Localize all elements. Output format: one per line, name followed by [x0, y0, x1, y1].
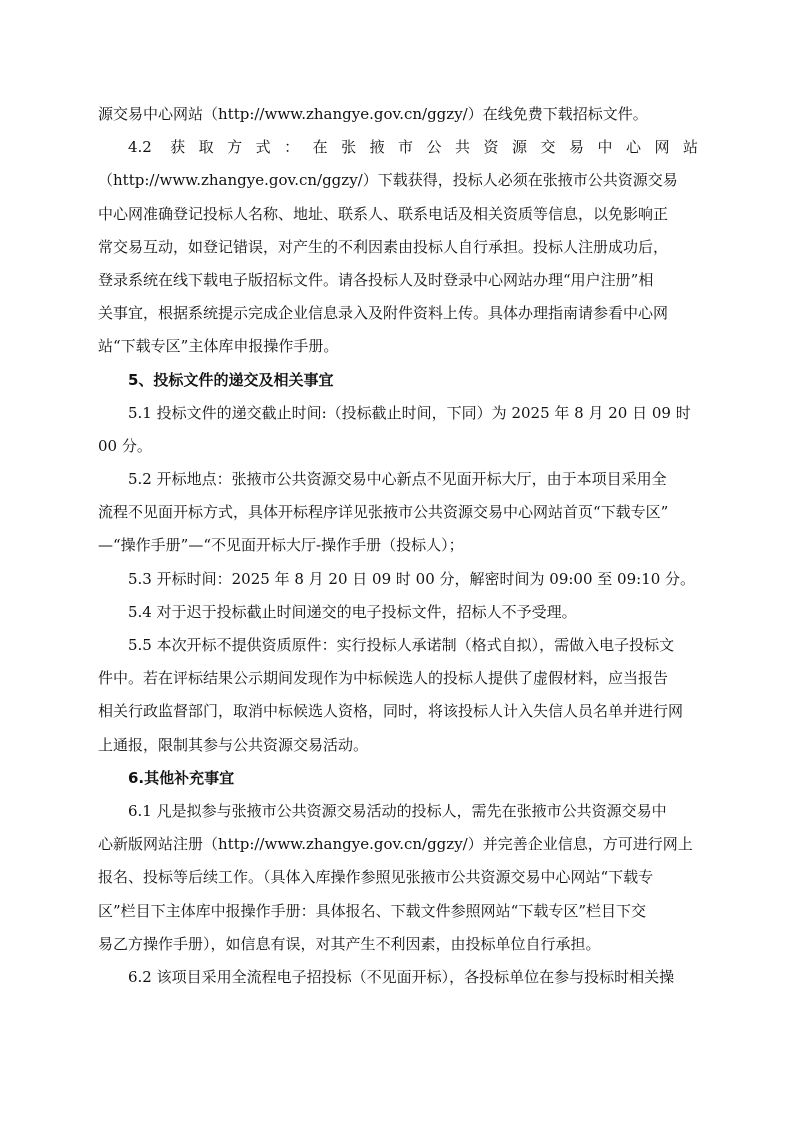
- text-line: —“操作手册”—“不见面开标大厅-操作手册（投标人）；: [98, 536, 464, 555]
- text-line: 00 分。: [98, 436, 152, 455]
- text-line: 区”栏目下主体库中报操作手册：具体报名、下载文件参照网站“下载专区”栏目下交: [98, 901, 647, 920]
- text-line: 心新版网站注册（http://www.zhangye.gov.cn/ggzy/）并完善企业信息，方可进行网上: [98, 835, 693, 854]
- text-line: （http://www.zhangye.gov.cn/ggzy/）下载获得，投标人必须在张掖市公共资源交易: [98, 171, 678, 190]
- text-line: 登录系统在线下载电子版招标文件。请各投标人及时登录中心网站办理“用户注册”相: [98, 270, 654, 289]
- text-line: 源交易中心网站（http://www.zhangye.gov.cn/ggzy/）在线免费下载招标文件。: [98, 105, 648, 123]
- section-heading: 5、投标文件的递交及相关事宜: [128, 370, 334, 389]
- section-heading: 6.其他补充事宜: [128, 768, 235, 787]
- text-line: 4.2 获取方式：在张掖市公共资源交易中心网站: [128, 138, 698, 157]
- text-line: 5.2 开标地点：张掖市公共资源交易中心新点不见面开标大厅，由于本项目采用全: [128, 470, 667, 489]
- text-line: 相关行政监督部门，取消中标候选人资格，同时，将该投标人计入失信人员名单并进行网: [98, 702, 684, 721]
- document-page: [98, 98, 698, 994]
- text-line: 5.3 开标时间：2025 年 8 月 20 日 09 时 00 分，解密时间为 09:00 至 09:10 分。: [128, 569, 696, 588]
- text-line: 中心网准确登记投标人名称、地址、联系人、联系电话及相关资质等信息，以免影响正: [98, 204, 669, 223]
- text-line: 报名、投标等后续工作。（具体入库操作参照见张掖市公共资源交易中心网站“下载专: [98, 868, 654, 887]
- text-line: 易乙方操作手册），如信息有误，对其产生不利因素，由投标单位自行承担。: [98, 934, 601, 953]
- text-line: 流程不见面开标方式，具体开标程序详见张掖市公共资源交易中心网站首页“下载专区”: [98, 503, 669, 522]
- text-line: 6.1 凡是拟参与张掖市公共资源交易活动的投标人，需先在张掖市公共资源交易中: [128, 801, 667, 820]
- text-line: 6.2 该项目采用全流程电子招投标（不见面开标），各投标单位在参与投标时相关操: [128, 967, 675, 986]
- text-line: 件中。若在评标结果公示期间发现作为中标候选人的投标人提供了虚假材料，应当报告: [98, 669, 669, 688]
- text-line: 上通报，限制其参与公共资源交易活动。: [98, 735, 369, 754]
- text-line: 5.5 本次开标不提供资质原件：实行投标人承诺制（格式自拟），需做入电子投标文: [128, 636, 675, 654]
- text-line: 5.4 对于迟于投标截止时间递交的电子投标文件，招标人不予受理。: [128, 602, 577, 621]
- text-line: 关事宜，根据系统提示完成企业信息录入及附件资料上传。具体办理指南请参看中心网: [98, 304, 669, 323]
- text-line: 站“下载专区”主体库申报操作手册。: [98, 337, 339, 356]
- text-line: 5.1 投标文件的递交截止时间:（投标截止时间，下同）为 2025 年 8 月 20 日 09 时: [128, 403, 691, 422]
- text-line: 常交易互动，如登记错误，对产生的不利因素由投标人自行承担。投标人注册成功后，: [98, 237, 669, 256]
